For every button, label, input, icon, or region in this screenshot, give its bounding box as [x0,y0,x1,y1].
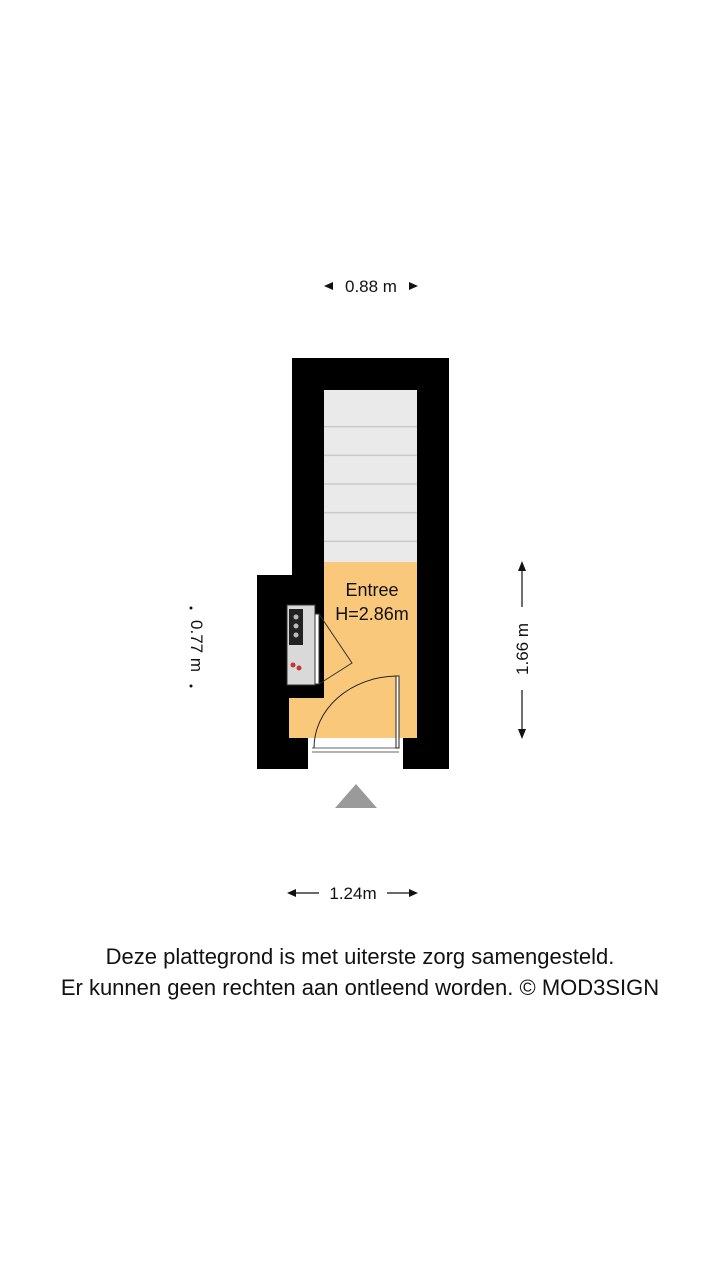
staircase-area [324,390,417,562]
dimension-left-depth [187,607,206,688]
valve-icon [297,666,302,671]
arrow-left-icon [324,282,333,290]
dimension-dot-icon [190,607,193,610]
arrow-right-icon [409,889,418,897]
arrow-up-icon [518,561,526,571]
room-name: Entree [345,580,399,600]
room-height: H=2.86m [335,604,409,624]
meter-dial-icon [294,615,299,620]
cupboard-door-leaf [315,614,319,684]
dimension-bottom-width-label: 1.24m [329,884,377,903]
arrow-right-icon [409,282,418,290]
arrow-down-icon [518,729,526,739]
dimension-right-height-label: 1.66 m [513,623,532,675]
disclaimer-line-1: Deze plattegrond is met uiterste zorg samengesteld. [105,944,615,969]
disclaimer-line-2: Er kunnen geen rechten aan ontleend worden. © MOD3SIGN [60,975,660,1000]
meter-dial-icon [294,624,299,629]
dimension-dot-icon [190,685,193,688]
dimension-top-width-label: 0.88 m [345,277,397,296]
dimension-left-depth-label: 0.77 m [187,620,206,672]
entrance-arrow-icon [335,784,377,808]
dimension-bottom-width [287,884,418,903]
meter-dial-icon [294,633,299,638]
dimension-top-width [324,277,418,296]
valve-icon [291,663,296,668]
staircase [324,390,417,562]
dimension-right-height [513,561,532,739]
arrow-left-icon [287,889,296,897]
door-opening [308,738,403,769]
door-leaf [396,676,399,748]
